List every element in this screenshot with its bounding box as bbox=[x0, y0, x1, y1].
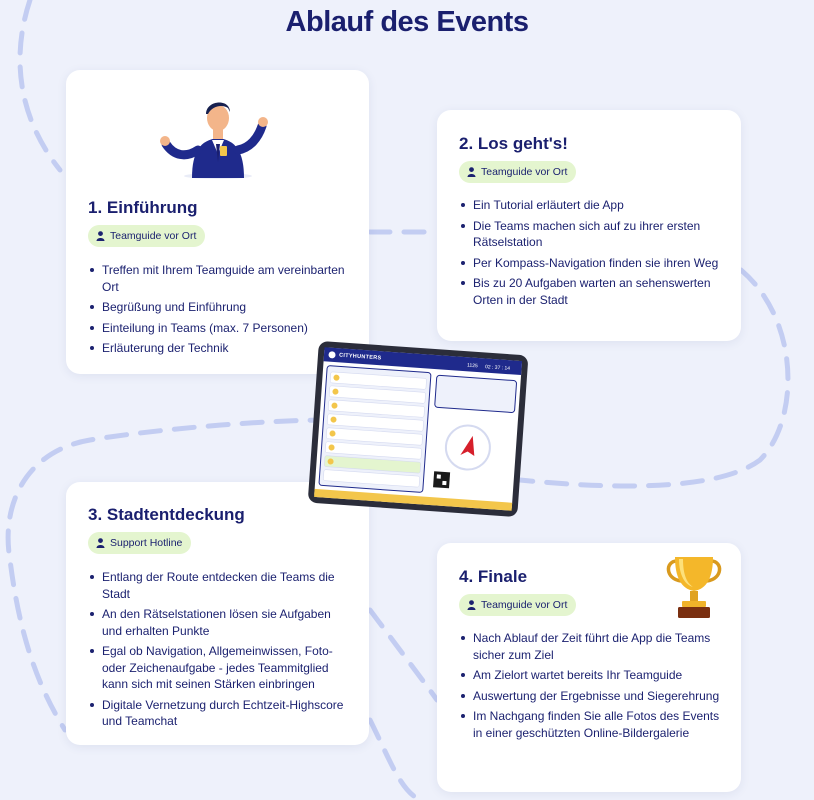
step-title: 4. Finale bbox=[459, 567, 528, 586]
list-item: Ein Tutorial erläutert die App bbox=[459, 197, 725, 214]
step-list bbox=[459, 630, 725, 745]
step-card-3 bbox=[66, 482, 369, 745]
step-card-1 bbox=[66, 70, 369, 374]
list-item: Entlang der Route entdecken die Teams die Stadt bbox=[88, 569, 354, 602]
presenter-man-illustration bbox=[158, 92, 270, 180]
list-item: Digitale Vernetzung durch Echtzeit-Highscore und Teamchat bbox=[88, 697, 354, 730]
app-tablet-illustration bbox=[307, 340, 529, 520]
role-badge bbox=[459, 161, 576, 183]
step-list bbox=[88, 569, 354, 734]
role-badge-label: Teamguide vor Ort bbox=[110, 230, 197, 242]
list-item: Einteilung in Teams (max. 7 Personen) bbox=[88, 320, 350, 337]
role-badge bbox=[88, 225, 205, 247]
person-icon bbox=[96, 538, 105, 548]
app-timer-label: 02 : 37 : 14 bbox=[484, 364, 511, 372]
step-title: 1. Einführung bbox=[88, 198, 198, 217]
step-card-4 bbox=[437, 543, 741, 792]
list-item: Bis zu 20 Aufgaben warten an sehenswerten Orten in der Stadt bbox=[459, 275, 725, 308]
list-item: Nach Ablauf der Zeit führt die App die Teams sicher zum Ziel bbox=[459, 630, 725, 663]
role-badge-label: Teamguide vor Ort bbox=[481, 599, 568, 611]
list-item: Begrüßung und Einführung bbox=[88, 299, 350, 316]
app-score-label: 1125 bbox=[466, 362, 478, 370]
step-title: 3. Stadtentdeckung bbox=[88, 505, 245, 524]
list-item: Erläuterung der Technik bbox=[88, 340, 350, 357]
list-item: Per Kompass-Navigation finden sie ihren Weg bbox=[459, 255, 725, 272]
role-badge bbox=[88, 532, 191, 554]
list-item: Im Nachgang finden Sie alle Fotos des Events in einer geschützten Online-Bildergalerie bbox=[459, 708, 725, 741]
step-card-2 bbox=[437, 110, 741, 341]
step-title: 2. Los geht's! bbox=[459, 134, 568, 153]
list-item: Auswertung der Ergebnisse und Siegerehrung bbox=[459, 688, 725, 705]
app-brand-label: CITYHUNTERS bbox=[338, 352, 382, 362]
role-badge-label: Support Hotline bbox=[110, 537, 183, 549]
page-title: Ablauf des Events bbox=[285, 6, 529, 38]
list-item: Egal ob Navigation, Allgemeinwissen, Foto- oder Zeichenaufgabe - jedes Teammitglied kann sich mit seinen Stärken einbringen bbox=[88, 643, 354, 693]
list-item: Die Teams machen sich auf zu ihrer ersten Rätselstation bbox=[459, 218, 725, 251]
role-badge bbox=[459, 594, 576, 616]
list-item: Am Zielort wartet bereits Ihr Teamguide bbox=[459, 667, 725, 684]
person-icon bbox=[467, 167, 476, 177]
step-list bbox=[459, 197, 725, 312]
list-item: Treffen mit Ihrem Teamguide am vereinbarten Ort bbox=[88, 262, 350, 295]
person-icon bbox=[96, 231, 105, 241]
person-icon bbox=[467, 600, 476, 610]
list-item: An den Rätselstationen lösen sie Aufgaben und erhalten Punkte bbox=[88, 606, 354, 639]
role-badge-label: Teamguide vor Ort bbox=[481, 166, 568, 178]
trophy-icon bbox=[663, 555, 725, 621]
